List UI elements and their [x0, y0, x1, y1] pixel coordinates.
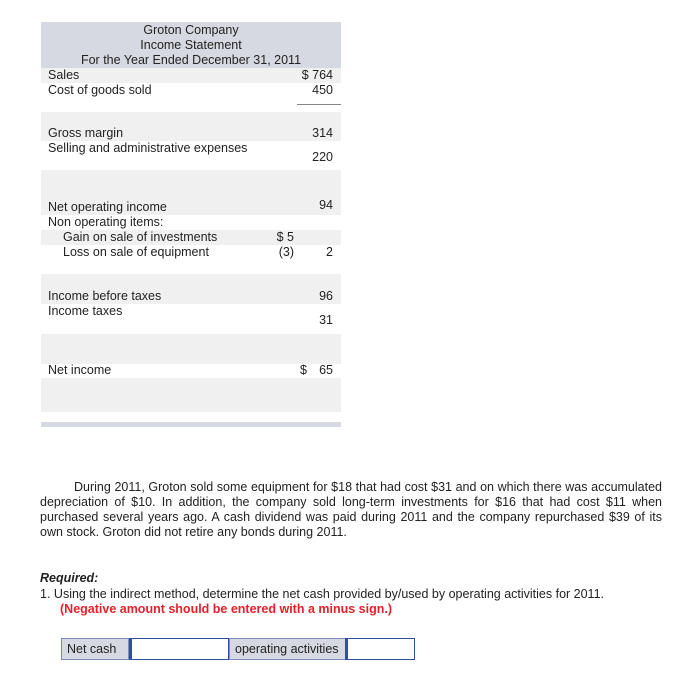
row-label: Non operating items:	[48, 215, 164, 229]
company-name: Groton Company	[143, 23, 239, 37]
row-label: Cost of goods sold	[48, 83, 152, 97]
net-cash-amount-input[interactable]	[345, 638, 415, 660]
statement-header	[41, 22, 341, 68]
row-spacer	[41, 112, 341, 127]
currency-symbol: $	[300, 363, 307, 377]
income-before-taxes-row	[41, 289, 341, 304]
row-label: Income taxes	[48, 304, 123, 318]
subtotal-rule	[297, 104, 341, 105]
question-text: Using the indirect method, determine the net cash provided by/used by operating activities for 2011.	[53, 587, 605, 601]
cogs-row	[41, 83, 341, 98]
net-cash-label: Net cash	[61, 638, 129, 660]
row-spacer	[41, 334, 341, 364]
row-amount: $ 764	[301, 68, 333, 82]
cash-direction-input[interactable]	[129, 638, 229, 660]
income-statement	[41, 22, 341, 427]
statement-bottom-bar	[41, 422, 341, 427]
row-spacer	[41, 378, 341, 412]
row-amount: 94	[319, 198, 333, 212]
row-label: Loss on sale of equipment	[63, 245, 209, 259]
sales-row	[41, 68, 341, 83]
row-amount: 31	[319, 313, 333, 327]
row-sub-amount: (3)	[278, 245, 294, 259]
row-amount: 2	[326, 245, 333, 259]
statement-period: For the Year Ended December 31, 2011	[80, 53, 302, 67]
required-heading: Required:	[40, 571, 99, 585]
net-operating-income-row	[41, 200, 341, 215]
paragraph-text: During 2011, Groton sold some equipment for $18 that had cost $31 and on which there was accumulated depreciation of $10. In addition, the company sold long-term investments for $16 that had cost $11 when purchased several years ago. A cash dividend was paid during 2011 and the company repurchased $39 of its own stock. Groton did not retire any bonds during 2011.	[40, 480, 662, 539]
row-label: Gross margin	[48, 126, 124, 140]
row-amount: 65	[319, 363, 333, 377]
sga-row	[41, 141, 341, 164]
negative-amount-note: (Negative amount should be entered with a minus sign.)	[60, 602, 392, 616]
row-label: Net operating income	[48, 200, 167, 214]
row-label: Income before taxes	[48, 289, 162, 303]
row-label: Sales	[48, 68, 80, 82]
row-label: Net income	[48, 363, 112, 377]
non-operating-row	[41, 215, 341, 230]
row-label: Selling and administrative expenses	[48, 141, 248, 155]
income-taxes-row	[41, 304, 341, 327]
row-amount: 96	[319, 289, 333, 303]
problem-paragraph	[40, 480, 662, 540]
operating-activities-label: operating activities	[229, 638, 347, 660]
row-amount: 314	[312, 126, 333, 140]
row-spacer	[41, 274, 341, 289]
gross-margin-row	[41, 126, 341, 141]
loss-equipment-row	[41, 245, 341, 260]
net-income-row	[41, 363, 341, 378]
statement-title: Income Statement	[140, 38, 242, 52]
row-amount: 450	[312, 83, 333, 97]
required-question	[40, 587, 662, 601]
row-label: Gain on sale of investments	[63, 230, 218, 244]
gain-investments-row	[41, 230, 341, 245]
row-spacer	[41, 170, 341, 200]
question-number: 1.	[40, 587, 51, 601]
row-amount: 220	[312, 150, 333, 164]
row-sub-amount: $ 5	[276, 230, 294, 244]
